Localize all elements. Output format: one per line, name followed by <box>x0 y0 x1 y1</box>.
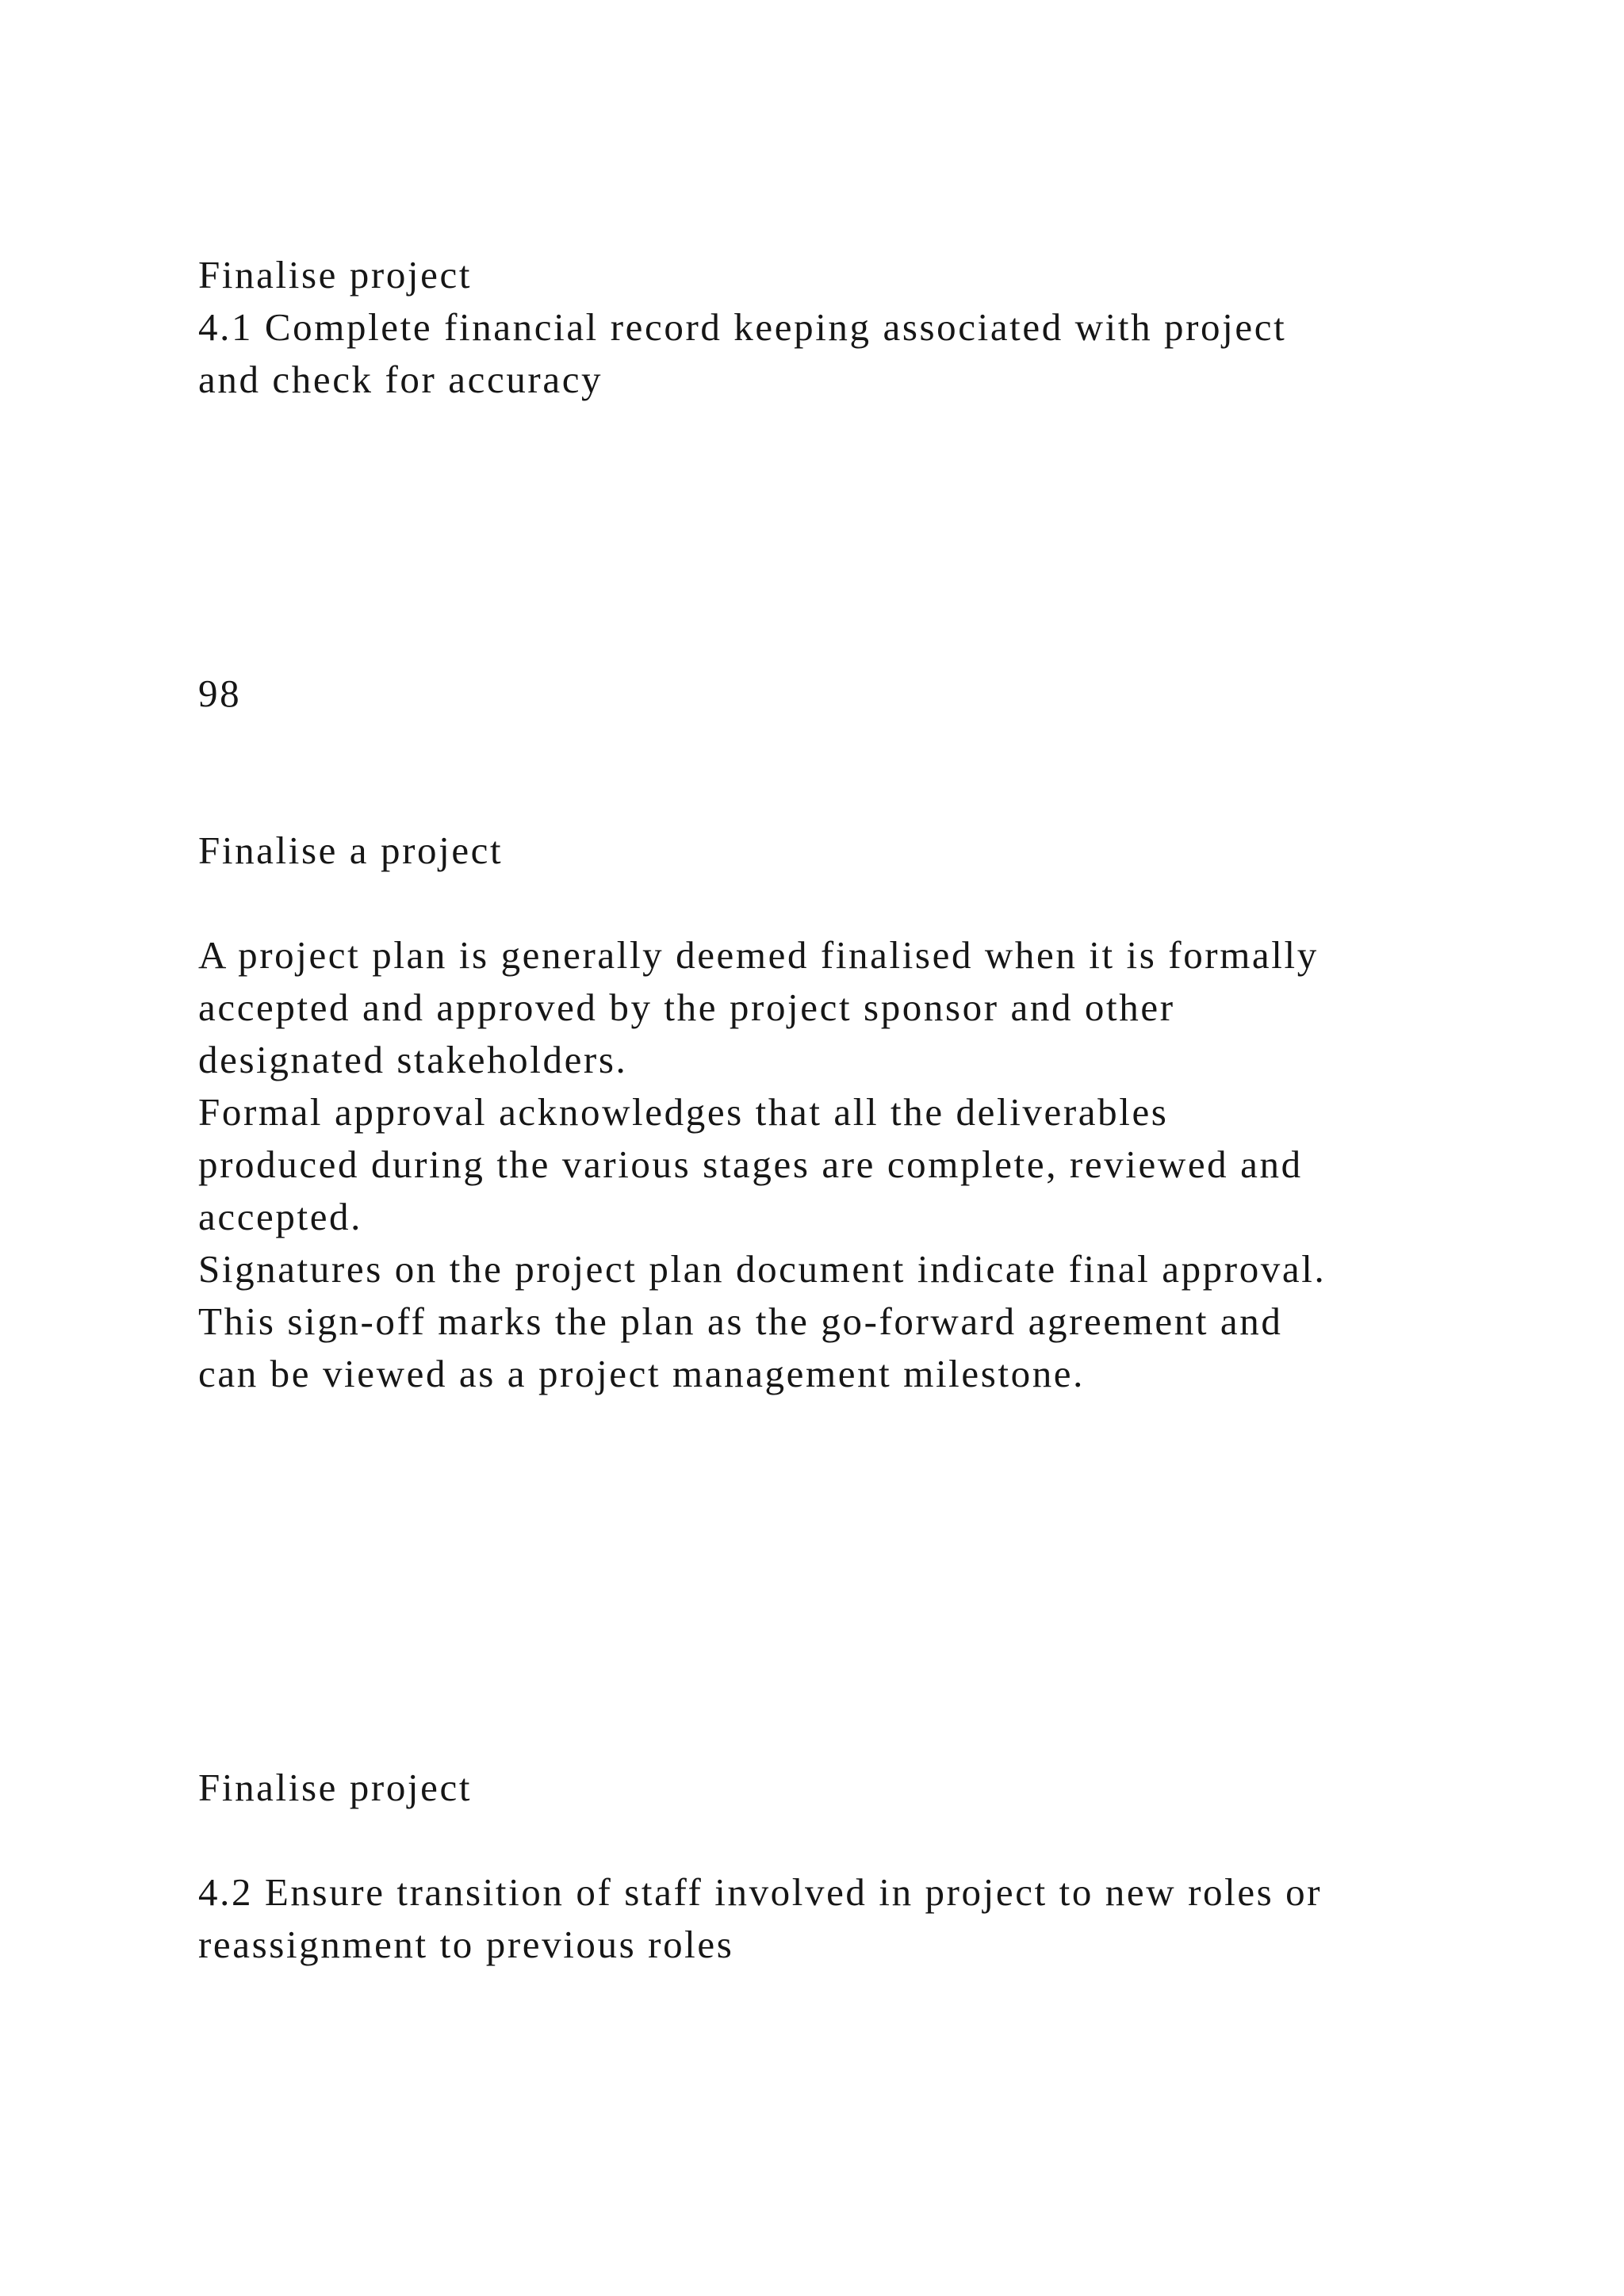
section-heading: Finalise project <box>198 253 473 297</box>
paragraph-line: produced during the various stages are complete, reviewed and <box>198 1142 1303 1186</box>
paragraph-line: designated stakeholders. <box>198 1038 628 1081</box>
section-heading: Finalise project <box>198 1766 473 1809</box>
page-number: 98 <box>198 672 242 715</box>
paragraph-line: Signatures on the project plan document indicate final approval. <box>198 1247 1327 1291</box>
item-text-line: reassignment to previous roles <box>198 1923 734 1966</box>
paragraph-line: Formal approval acknowledges that all the deliverables <box>198 1090 1169 1134</box>
item-text-line: 4.1 Complete financial record keeping associated with project <box>198 305 1287 349</box>
paragraph-line: A project plan is generally deemed finalised when it is formally <box>198 933 1319 977</box>
item-text-line: and check for accuracy <box>198 358 603 401</box>
paragraph-line: This sign-off marks the plan as the go-forward agreement and <box>198 1299 1283 1343</box>
paragraph-line: accepted. <box>198 1195 363 1238</box>
section-heading: Finalise a project <box>198 828 504 872</box>
item-text-line: 4.2 Ensure transition of staff involved in project to new roles or <box>198 1870 1323 1914</box>
paragraph-line: accepted and approved by the project sponsor and other <box>198 985 1175 1029</box>
paragraph-line: can be viewed as a project management milestone. <box>198 1352 1086 1395</box>
